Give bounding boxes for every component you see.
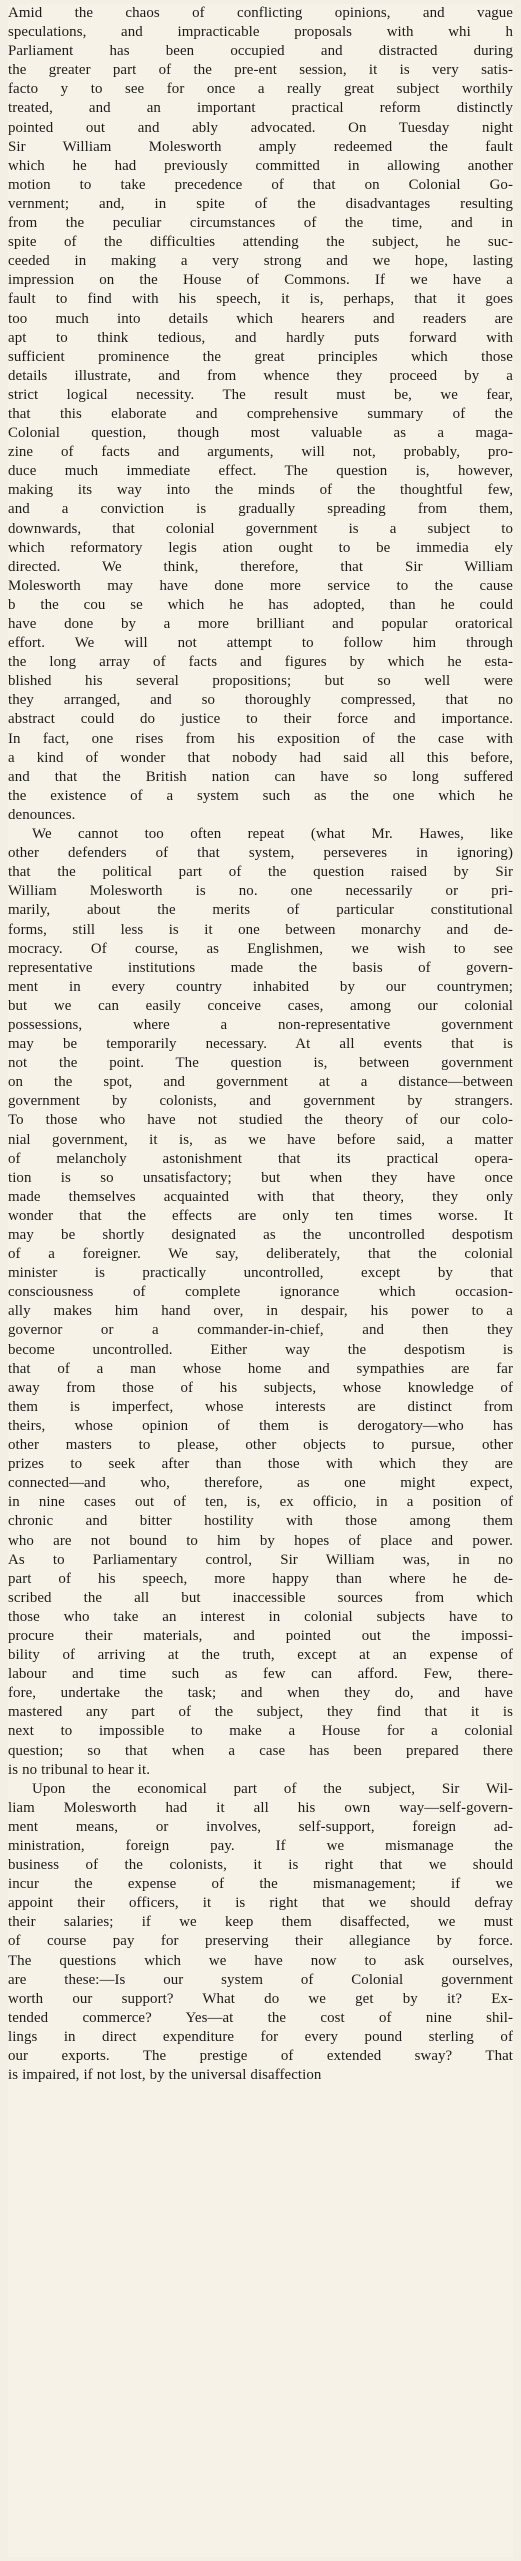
article-line: theirs, whose opinion of them is derogatory—who has	[8, 1417, 513, 1434]
article-line: mocracy. Of course, as Englishmen, we wish to see	[8, 940, 513, 957]
article-line: blished his several propositions; but so well were	[8, 673, 513, 690]
article-line: bility of arriving at the truth, except at an expense of	[8, 1647, 513, 1664]
article-line: zine of facts and arguments, will not, probably, pro-	[8, 444, 513, 461]
article-line: treated, and an important practical reform distinctly	[8, 100, 513, 117]
article-line: making its way into the minds of the thoughtful few,	[8, 482, 513, 499]
article-line: become uncontrolled. Either way the despotism is	[8, 1341, 513, 1358]
article-line: which reformatory legis ation ought to be immedia ely	[8, 539, 513, 556]
article-line: may be shortly designated as the uncontrolled despotism	[8, 1227, 513, 1243]
article-line: prizes to seek after than those with which they are	[8, 1456, 513, 1473]
article-body	[8, 4, 513, 2085]
article-line: them is imperfect, whose interests are distinct from	[8, 1398, 513, 1415]
article-line: Amid the chaos of conflicting opinions, and vague	[8, 5, 513, 21]
article-line: next to impossible to make a House for a colonial	[8, 1723, 513, 1740]
article-line: minister is practically uncontrolled, except by that	[8, 1265, 513, 1282]
article-line: strict logical necessity. The result must be, we fear,	[8, 386, 513, 403]
article-line: consciousness of complete ignorance which occasion-	[8, 1284, 513, 1301]
article-line: To those who have not studied the theory of our colo-	[8, 1112, 513, 1129]
article-line: have done by a more brilliant and popular oratorical	[8, 616, 513, 632]
article-line: directed. We think, therefore, that Sir William	[8, 558, 513, 575]
article-line: business of the colonists, it is right that we should	[8, 1857, 513, 1874]
article-line: representative institutions made the basis of govern-	[8, 959, 513, 976]
article-line: nial government, it is, as we have before said, a matter	[8, 1131, 513, 1148]
article-line: Parliament has been occupied and distracted during	[8, 43, 513, 60]
article-line: are these:—Is our system of Colonial government	[8, 1971, 513, 1988]
article-paragraph	[8, 825, 513, 1780]
article-line: facto y to see for once a really great subject worthily	[8, 81, 513, 98]
article-paragraph	[8, 1780, 513, 2086]
article-line: Molesworth may have done more service to the cause	[8, 577, 513, 594]
article-line: labour and time such as few can afford. Few, there-	[8, 1666, 513, 1683]
article-line: Upon the economical part of the subject, Sir Wil-	[32, 1780, 513, 1797]
article-line: in nine cases out of ten, is, ex officio, in a position of	[8, 1494, 513, 1511]
article-line: The questions which we have now to ask ourselves,	[8, 1952, 513, 1969]
article-line: too much into details which hearers and readers are	[8, 310, 513, 327]
article-line: William Molesworth is no. one necessarily or pri-	[8, 883, 513, 900]
article-line: that of a man whose home and sympathies are far	[8, 1360, 513, 1377]
article-line: is impaired, if not lost, by the universal disaffection	[8, 2067, 322, 2084]
article-paragraph	[8, 4, 513, 825]
article-line: effort. We will not attempt to follow him through	[8, 635, 513, 652]
article-line: As to Parliamentary control, Sir William was, in no	[8, 1551, 513, 1568]
article-line: the existence of a system such as the one which he	[8, 787, 513, 804]
article-line: question; so that when a case has been prepared there	[8, 1742, 513, 1759]
article-line: wonder that the effects are only ten times worse. It	[8, 1207, 513, 1224]
article-line: of melancholy astonishment that its practical opera-	[8, 1150, 513, 1167]
article-line: ally makes him hand over, in despair, his power to a	[8, 1303, 513, 1320]
article-line: a kind of wonder that nobody had said all this before,	[8, 749, 513, 766]
article-line: those who take an interest in colonial subjects have to	[8, 1608, 513, 1625]
article-line: the long array of facts and figures by which he esta-	[8, 654, 513, 671]
article-line: chronic and bitter hostility with those among them	[8, 1513, 513, 1530]
article-line: is no tribunal to hear it.	[8, 1761, 151, 1778]
article-line: details illustrate, and from whence they proceed by a	[8, 367, 513, 384]
article-line: of a foreigner. We say, deliberately, that the colonial	[8, 1246, 513, 1263]
article-line: b the cou se which he has adopted, than he could	[8, 596, 513, 613]
article-line: impression on the House of Commons. If we have a	[8, 272, 513, 289]
article-line: lings in direct expenditure for every pound sterling of	[8, 2028, 513, 2045]
article-line: worth our support? What do we get by it? Ex-	[8, 1990, 513, 2007]
article-line: not the point. The question is, between government	[8, 1055, 513, 1072]
article-line: In fact, one rises from his exposition of the case with	[8, 730, 513, 747]
article-line: but we can easily conceive cases, among our colonial	[8, 997, 513, 1014]
article-line: from the peculiar circumstances of the time, and in	[8, 215, 513, 232]
article-line: our exports. The prestige of extended sway? That	[8, 2048, 513, 2065]
article-line: ment in every country inhabited by our countrymen;	[8, 978, 513, 995]
article-line: Colonial question, though most valuable as a maga-	[8, 425, 513, 442]
article-line: ministration, foreign pay. If we mismanage the	[8, 1838, 513, 1854]
article-line: duce much immediate effect. The question is, however,	[8, 463, 513, 480]
article-line: ceeded in making a very strong and we hope, lasting	[8, 253, 513, 270]
article-line: mastered any part of the subject, they find that it is	[8, 1704, 513, 1721]
article-line: and a conviction is gradually spreading from them,	[8, 501, 513, 518]
article-line: procure their materials, and pointed out the impossi-	[8, 1627, 513, 1644]
article-line: on the spot, and government at a distance—between	[8, 1074, 513, 1091]
article-line: downwards, that colonial government is a subject to	[8, 520, 513, 537]
article-line: sufficient prominence the great principles which those	[8, 348, 513, 365]
article-line: governor or a commander-in-chief, and then they	[8, 1322, 513, 1339]
article-line: ment means, or involves, self-support, foreign ad-	[8, 1818, 513, 1835]
article-line: forms, still less is it one between monarchy and de-	[8, 921, 513, 938]
article-line: vernment; and, in spite of the disadvantages resulting	[8, 195, 513, 212]
article-line: Sir William Molesworth amply redeemed the fault	[8, 138, 513, 155]
article-line: motion to take precedence of that on Colonial Go-	[8, 176, 513, 193]
newspaper-clipping	[8, 4, 513, 2557]
article-line: abstract could do justice to their force and importance.	[8, 711, 513, 728]
article-line: tended commerce? Yes—at the cost of nine shil-	[8, 2009, 513, 2026]
article-line: fore, undertake the task; and when they do, and have	[8, 1685, 513, 1702]
article-line: pointed out and ably advocated. On Tuesday night	[8, 119, 513, 136]
article-line: part of his speech, more happy than where he de-	[8, 1570, 513, 1587]
article-line: We cannot too often repeat (what Mr. Hawes, like	[32, 826, 513, 843]
article-line: appoint their officers, it is right that we should defray	[8, 1895, 513, 1912]
article-line: that this elaborate and comprehensive summary of the	[8, 405, 513, 422]
article-line: who are not bound to him by hopes of place and power.	[8, 1532, 513, 1549]
article-line: their salaries; if we keep them disaffected, we must	[8, 1914, 513, 1931]
article-line: connected—and who, therefore, as one might expect,	[8, 1475, 513, 1492]
article-line: made themselves acquainted with that theory, they only	[8, 1188, 513, 1205]
article-line: government by colonists, and government by strangers.	[8, 1093, 513, 1110]
article-line: fault to find with his speech, it is, perhaps, that it goes	[8, 291, 513, 308]
article-line: of course pay for preserving their allegiance by force.	[8, 1933, 513, 1950]
article-line: liam Molesworth had it all his own way—self-govern-	[8, 1799, 513, 1816]
article-line: they arranged, and so thoroughly compressed, that no	[8, 692, 513, 709]
article-line: incur the expense of the mismanagement; if we	[8, 1876, 513, 1893]
article-line: other defenders of that system, perseveres in ignoring)	[8, 845, 513, 862]
article-line: that the political part of the question raised by Sir	[8, 864, 513, 881]
article-line: possessions, where a non-representative government	[8, 1016, 513, 1033]
article-line: may be temporarily necessary. At all events that is	[8, 1036, 513, 1053]
article-line: scribed the all but inaccessible sources from which	[8, 1589, 513, 1606]
article-line: spite of the difficulties attending the subject, he suc-	[8, 234, 513, 251]
article-line: marily, about the merits of particular constitutional	[8, 902, 513, 919]
article-line: tion is so unsatisfactory; but when they have once	[8, 1169, 513, 1186]
article-line: away from those of his subjects, whose knowledge of	[8, 1379, 513, 1396]
article-line: which he had previously committed in allowing another	[8, 157, 513, 174]
article-line: the greater part of the pre-ent session, it is very satis-	[8, 62, 513, 79]
article-line: and that the British nation can have so long suffered	[8, 768, 513, 785]
article-line: apt to think tedious, and hardly puts forward with	[8, 329, 513, 346]
article-line: speculations, and impracticable proposals with whi h	[8, 24, 513, 41]
article-line: other masters to please, other objects to pursue, other	[8, 1437, 513, 1454]
article-line: denounces.	[8, 806, 76, 823]
